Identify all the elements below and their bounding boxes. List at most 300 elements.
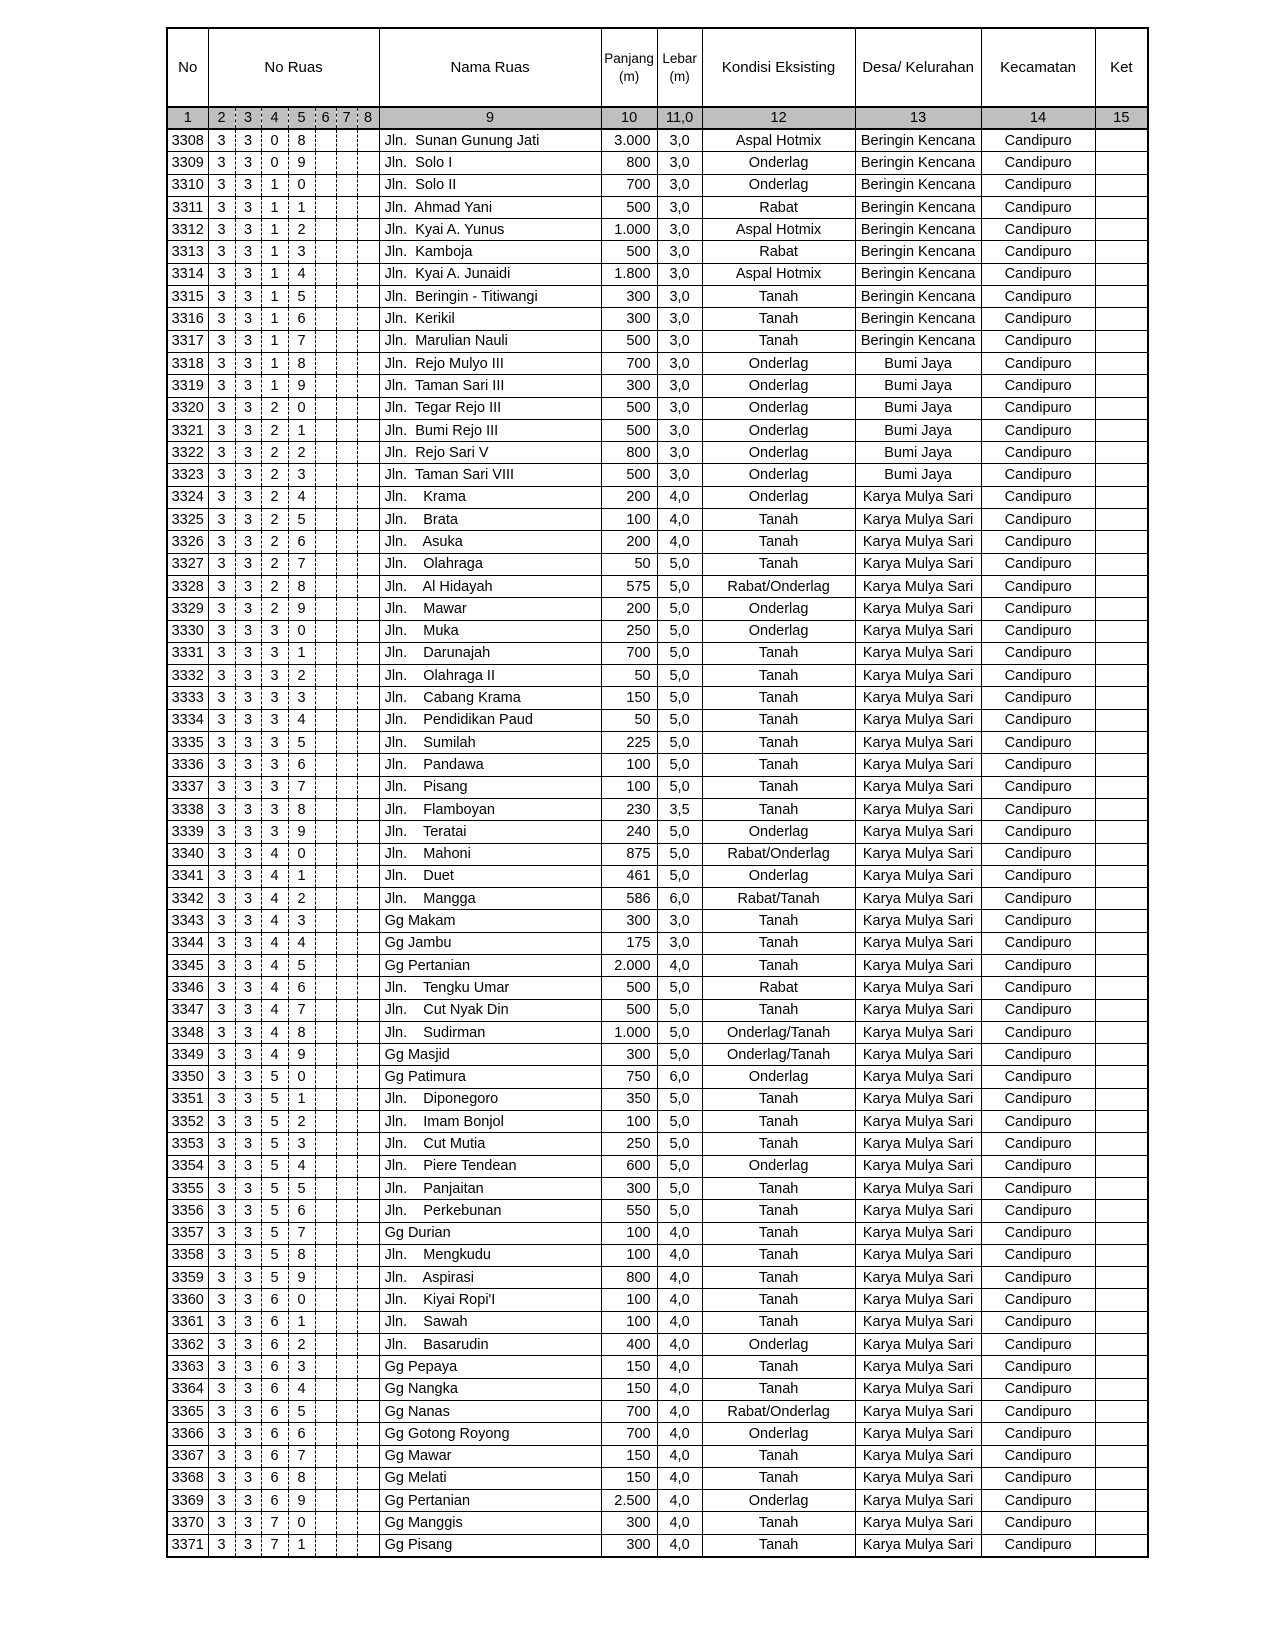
ruas-digit-5: 2 (288, 888, 315, 910)
length: 2.000 (601, 954, 657, 976)
ket-cell (1095, 776, 1148, 798)
ket-cell (1095, 1400, 1148, 1422)
ruas-digit-3: 3 (235, 977, 261, 999)
ruas-digit-6 (315, 620, 336, 642)
ket-cell (1095, 397, 1148, 419)
width: 4,0 (657, 954, 702, 976)
ruas-name: Jln. Brata (379, 509, 601, 531)
row-no: 3321 (167, 419, 208, 441)
ruas-digit-6 (315, 1222, 336, 1244)
ruas-digit-6 (315, 286, 336, 308)
ruas-digit-4: 6 (261, 1378, 288, 1400)
district: Candipuro (981, 464, 1095, 486)
ket-cell (1095, 330, 1148, 352)
ruas-digit-4: 1 (261, 219, 288, 241)
ruas-digit-3: 3 (235, 575, 261, 597)
ruas-digit-4: 2 (261, 419, 288, 441)
ruas-digit-4: 3 (261, 665, 288, 687)
ruas-digit-7 (336, 308, 357, 330)
table-row (167, 954, 1148, 976)
ruas-name: Jln. Solo I (379, 152, 601, 174)
ruas-digit-3: 3 (235, 308, 261, 330)
ruas-digit-2: 3 (208, 375, 235, 397)
table-row (167, 1133, 1148, 1155)
table-row (167, 1267, 1148, 1289)
ruas-digit-8 (357, 776, 379, 798)
ruas-digit-2: 3 (208, 152, 235, 174)
width: 5,0 (657, 598, 702, 620)
row-no: 3340 (167, 843, 208, 865)
ruas-name: Jln. Bumi Rejo III (379, 419, 601, 441)
table-row (167, 888, 1148, 910)
ruas-digit-5: 7 (288, 330, 315, 352)
ruas-digit-2: 3 (208, 308, 235, 330)
ket-cell (1095, 620, 1148, 642)
ruas-digit-3: 3 (235, 1311, 261, 1333)
ruas-digit-3: 3 (235, 352, 261, 374)
ruas-digit-2: 3 (208, 575, 235, 597)
ruas-digit-5: 9 (288, 598, 315, 620)
ruas-digit-8 (357, 1490, 379, 1512)
width: 6,0 (657, 1066, 702, 1088)
table-row (167, 1289, 1148, 1311)
ruas-digit-5: 6 (288, 1423, 315, 1445)
length: 500 (601, 464, 657, 486)
ruas-digit-3: 3 (235, 1467, 261, 1489)
village: Karya Mulya Sari (855, 932, 981, 954)
ruas-digit-6 (315, 531, 336, 553)
village: Karya Mulya Sari (855, 1445, 981, 1467)
village: Karya Mulya Sari (855, 1244, 981, 1266)
width: 5,0 (657, 1155, 702, 1177)
table-row (167, 1244, 1148, 1266)
ruas-digit-4: 2 (261, 553, 288, 575)
ruas-digit-6 (315, 776, 336, 798)
width: 3,0 (657, 286, 702, 308)
ruas-digit-6 (315, 509, 336, 531)
ruas-digit-2: 3 (208, 263, 235, 285)
ruas-digit-3: 3 (235, 620, 261, 642)
ruas-digit-5: 4 (288, 486, 315, 508)
table-row (167, 352, 1148, 374)
village: Karya Mulya Sari (855, 1423, 981, 1445)
ruas-name: Jln. Kyai A. Junaidi (379, 263, 601, 285)
row-no: 3338 (167, 798, 208, 820)
village: Karya Mulya Sari (855, 1155, 981, 1177)
ruas-digit-7 (336, 509, 357, 531)
ruas-name: Jln. Rejo Mulyo III (379, 352, 601, 374)
ruas-name: Jln. Pendidikan Paud (379, 709, 601, 731)
condition: Onderlag (702, 1155, 855, 1177)
table-row (167, 1155, 1148, 1177)
ruas-digit-8 (357, 1066, 379, 1088)
condition: Tanah (702, 1088, 855, 1110)
table-row (167, 1111, 1148, 1133)
district: Candipuro (981, 1423, 1095, 1445)
ruas-digit-8 (357, 129, 379, 152)
ruas-name: Gg Jambu (379, 932, 601, 954)
ket-cell (1095, 954, 1148, 976)
width: 5,0 (657, 687, 702, 709)
ruas-digit-5: 7 (288, 776, 315, 798)
village: Karya Mulya Sari (855, 1378, 981, 1400)
ruas-digit-5: 8 (288, 1467, 315, 1489)
district: Candipuro (981, 486, 1095, 508)
width: 4,0 (657, 1267, 702, 1289)
ruas-digit-2: 3 (208, 1088, 235, 1110)
ket-cell (1095, 888, 1148, 910)
table-row (167, 219, 1148, 241)
ruas-digit-3: 3 (235, 1423, 261, 1445)
ruas-digit-5: 5 (288, 1177, 315, 1199)
ruas-name: Jln. Sumilah (379, 732, 601, 754)
row-no: 3308 (167, 129, 208, 152)
ruas-digit-6 (315, 1066, 336, 1088)
district: Candipuro (981, 977, 1095, 999)
district: Candipuro (981, 798, 1095, 820)
village: Karya Mulya Sari (855, 798, 981, 820)
ruas-digit-2: 3 (208, 910, 235, 932)
condition: Onderlag (702, 598, 855, 620)
table-row (167, 263, 1148, 285)
length: 500 (601, 196, 657, 218)
ruas-digit-4: 5 (261, 1088, 288, 1110)
length: 300 (601, 286, 657, 308)
ruas-digit-5: 6 (288, 754, 315, 776)
ruas-digit-6 (315, 1534, 336, 1557)
village: Karya Mulya Sari (855, 865, 981, 887)
condition: Tanah (702, 709, 855, 731)
ruas-name: Jln. Sawah (379, 1311, 601, 1333)
width: 4,0 (657, 1289, 702, 1311)
header-desa: Desa/ Kelurahan (855, 28, 981, 107)
ruas-name: Gg Melati (379, 1467, 601, 1489)
ruas-digit-3: 3 (235, 1356, 261, 1378)
column-number: 5 (288, 107, 315, 129)
ruas-digit-4: 0 (261, 129, 288, 152)
width: 5,0 (657, 821, 702, 843)
ruas-digit-2: 3 (208, 1334, 235, 1356)
ruas-digit-7 (336, 174, 357, 196)
length: 550 (601, 1200, 657, 1222)
ruas-digit-8 (357, 1311, 379, 1333)
ruas-digit-3: 3 (235, 665, 261, 687)
ket-cell (1095, 1222, 1148, 1244)
ruas-digit-3: 3 (235, 1200, 261, 1222)
ruas-digit-7 (336, 910, 357, 932)
ruas-digit-8 (357, 910, 379, 932)
row-no: 3365 (167, 1400, 208, 1422)
village: Karya Mulya Sari (855, 732, 981, 754)
ruas-digit-3: 3 (235, 1289, 261, 1311)
condition: Rabat/Tanah (702, 888, 855, 910)
ruas-digit-3: 3 (235, 219, 261, 241)
ket-cell (1095, 1334, 1148, 1356)
ruas-digit-7 (336, 263, 357, 285)
ruas-digit-4: 2 (261, 464, 288, 486)
row-no: 3345 (167, 954, 208, 976)
length: 300 (601, 1534, 657, 1557)
ruas-digit-6 (315, 1177, 336, 1199)
ruas-digit-5: 0 (288, 174, 315, 196)
ruas-digit-8 (357, 1334, 379, 1356)
ruas-digit-4: 6 (261, 1467, 288, 1489)
ruas-digit-7 (336, 241, 357, 263)
ruas-digit-4: 4 (261, 865, 288, 887)
ruas-digit-7 (336, 553, 357, 575)
table-row (167, 196, 1148, 218)
ruas-digit-7 (336, 1021, 357, 1043)
ruas-digit-6 (315, 598, 336, 620)
ruas-digit-5: 0 (288, 1512, 315, 1534)
ruas-digit-5: 6 (288, 1200, 315, 1222)
width: 5,0 (657, 1021, 702, 1043)
ruas-digit-8 (357, 1423, 379, 1445)
ruas-name: Jln. Imam Bonjol (379, 1111, 601, 1133)
column-number: 13 (855, 107, 981, 129)
condition: Rabat/Onderlag (702, 843, 855, 865)
ruas-digit-5: 7 (288, 553, 315, 575)
ruas-digit-8 (357, 241, 379, 263)
row-no: 3350 (167, 1066, 208, 1088)
width: 5,0 (657, 732, 702, 754)
table-row (167, 1512, 1148, 1534)
ruas-digit-4: 3 (261, 732, 288, 754)
row-no: 3333 (167, 687, 208, 709)
ruas-digit-2: 3 (208, 888, 235, 910)
length: 225 (601, 732, 657, 754)
ruas-digit-5: 6 (288, 308, 315, 330)
village: Karya Mulya Sari (855, 687, 981, 709)
ruas-digit-3: 3 (235, 330, 261, 352)
ruas-digit-2: 3 (208, 442, 235, 464)
ruas-digit-7 (336, 821, 357, 843)
row-no: 3367 (167, 1445, 208, 1467)
ruas-name: Jln. Duet (379, 865, 601, 887)
ruas-digit-3: 3 (235, 419, 261, 441)
village: Karya Mulya Sari (855, 1267, 981, 1289)
condition: Onderlag/Tanah (702, 1044, 855, 1066)
ruas-digit-7 (336, 1111, 357, 1133)
row-no: 3328 (167, 575, 208, 597)
ruas-digit-4: 2 (261, 531, 288, 553)
ruas-digit-3: 3 (235, 754, 261, 776)
ruas-digit-8 (357, 1133, 379, 1155)
ruas-digit-2: 3 (208, 1133, 235, 1155)
ket-cell (1095, 1111, 1148, 1133)
ruas-name: Gg Masjid (379, 1044, 601, 1066)
table-row (167, 999, 1148, 1021)
length: 50 (601, 665, 657, 687)
district: Candipuro (981, 1066, 1095, 1088)
condition: Onderlag (702, 1066, 855, 1088)
length: 800 (601, 1267, 657, 1289)
table-row (167, 1177, 1148, 1199)
ruas-digit-8 (357, 1356, 379, 1378)
ruas-digit-3: 3 (235, 1066, 261, 1088)
district: Candipuro (981, 1512, 1095, 1534)
village: Karya Mulya Sari (855, 910, 981, 932)
width: 3,5 (657, 798, 702, 820)
column-number: 9 (379, 107, 601, 129)
village: Bumi Jaya (855, 442, 981, 464)
ruas-digit-5: 9 (288, 821, 315, 843)
ruas-name: Jln. Solo II (379, 174, 601, 196)
ruas-digit-6 (315, 152, 336, 174)
condition: Onderlag (702, 375, 855, 397)
district: Candipuro (981, 1311, 1095, 1333)
ket-cell (1095, 1378, 1148, 1400)
ruas-digit-5: 3 (288, 1356, 315, 1378)
ruas-digit-3: 3 (235, 1378, 261, 1400)
width: 3,0 (657, 442, 702, 464)
ruas-digit-3: 3 (235, 865, 261, 887)
ruas-digit-6 (315, 1088, 336, 1110)
ruas-digit-5: 9 (288, 1267, 315, 1289)
ruas-digit-8 (357, 888, 379, 910)
ruas-digit-6 (315, 174, 336, 196)
ruas-digit-7 (336, 1400, 357, 1422)
row-no: 3341 (167, 865, 208, 887)
ruas-digit-2: 3 (208, 286, 235, 308)
length: 200 (601, 486, 657, 508)
condition: Tanah (702, 1467, 855, 1489)
ruas-digit-5: 4 (288, 1378, 315, 1400)
row-no: 3371 (167, 1534, 208, 1557)
district: Candipuro (981, 687, 1095, 709)
ruas-digit-4: 1 (261, 241, 288, 263)
condition: Tanah (702, 1111, 855, 1133)
ket-cell (1095, 910, 1148, 932)
village: Beringin Kencana (855, 241, 981, 263)
condition: Onderlag/Tanah (702, 1021, 855, 1043)
ruas-digit-3: 3 (235, 531, 261, 553)
ruas-name: Jln. Al Hidayah (379, 575, 601, 597)
ruas-digit-6 (315, 397, 336, 419)
column-number: 4 (261, 107, 288, 129)
ruas-digit-5: 1 (288, 642, 315, 664)
length: 700 (601, 1400, 657, 1422)
ruas-digit-3: 3 (235, 442, 261, 464)
ruas-digit-4: 1 (261, 174, 288, 196)
ket-cell (1095, 1467, 1148, 1489)
table-row (167, 1334, 1148, 1356)
ruas-digit-8 (357, 152, 379, 174)
length: 500 (601, 419, 657, 441)
row-no: 3354 (167, 1155, 208, 1177)
ruas-digit-3: 3 (235, 1155, 261, 1177)
ruas-digit-6 (315, 843, 336, 865)
ruas-digit-7 (336, 1423, 357, 1445)
ruas-digit-6 (315, 1400, 336, 1422)
ruas-digit-3: 3 (235, 642, 261, 664)
village: Karya Mulya Sari (855, 1177, 981, 1199)
ruas-digit-2: 3 (208, 531, 235, 553)
length: 150 (601, 1445, 657, 1467)
ket-cell (1095, 1244, 1148, 1266)
village: Karya Mulya Sari (855, 843, 981, 865)
table-row (167, 732, 1148, 754)
ruas-digit-2: 3 (208, 1490, 235, 1512)
ruas-digit-7 (336, 330, 357, 352)
ruas-digit-8 (357, 1200, 379, 1222)
ruas-digit-3: 3 (235, 1044, 261, 1066)
ruas-digit-8 (357, 598, 379, 620)
village: Karya Mulya Sari (855, 1044, 981, 1066)
ruas-digit-6 (315, 486, 336, 508)
village: Karya Mulya Sari (855, 999, 981, 1021)
ruas-digit-2: 3 (208, 196, 235, 218)
length: 150 (601, 1378, 657, 1400)
ruas-digit-2: 3 (208, 932, 235, 954)
table-row (167, 442, 1148, 464)
ruas-digit-8 (357, 330, 379, 352)
condition: Rabat/Onderlag (702, 1400, 855, 1422)
ruas-digit-8 (357, 954, 379, 976)
ruas-digit-3: 3 (235, 397, 261, 419)
ruas-digit-4: 4 (261, 954, 288, 976)
ruas-name: Jln. Tegar Rejo III (379, 397, 601, 419)
row-no: 3364 (167, 1378, 208, 1400)
row-no: 3329 (167, 598, 208, 620)
row-no: 3337 (167, 776, 208, 798)
ruas-digit-7 (336, 665, 357, 687)
ruas-digit-6 (315, 196, 336, 218)
district: Candipuro (981, 1133, 1095, 1155)
ruas-digit-3: 3 (235, 1088, 261, 1110)
row-no: 3344 (167, 932, 208, 954)
ruas-digit-3: 3 (235, 843, 261, 865)
ruas-digit-3: 3 (235, 1133, 261, 1155)
ruas-digit-2: 3 (208, 330, 235, 352)
row-no: 3313 (167, 241, 208, 263)
ruas-digit-3: 3 (235, 241, 261, 263)
width: 3,0 (657, 196, 702, 218)
width: 3,0 (657, 308, 702, 330)
ruas-digit-7 (336, 531, 357, 553)
ruas-digit-7 (336, 442, 357, 464)
ruas-digit-2: 3 (208, 999, 235, 1021)
ruas-digit-8 (357, 665, 379, 687)
ket-cell (1095, 642, 1148, 664)
condition: Tanah (702, 754, 855, 776)
ruas-digit-8 (357, 575, 379, 597)
row-no: 3320 (167, 397, 208, 419)
ket-cell (1095, 1490, 1148, 1512)
width: 3,0 (657, 241, 702, 263)
village: Beringin Kencana (855, 129, 981, 152)
ruas-digit-2: 3 (208, 1356, 235, 1378)
length: 1.800 (601, 263, 657, 285)
village: Bumi Jaya (855, 397, 981, 419)
ruas-digit-3: 3 (235, 1490, 261, 1512)
ruas-digit-6 (315, 352, 336, 374)
ruas-name: Jln. Olahraga (379, 553, 601, 575)
ruas-digit-2: 3 (208, 1512, 235, 1534)
village: Bumi Jaya (855, 352, 981, 374)
width: 3,0 (657, 129, 702, 152)
width: 5,0 (657, 620, 702, 642)
ruas-name: Jln. Taman Sari VIII (379, 464, 601, 486)
ruas-digit-3: 3 (235, 1244, 261, 1266)
length: 250 (601, 1133, 657, 1155)
column-number: 15 (1095, 107, 1148, 129)
ruas-digit-4: 5 (261, 1111, 288, 1133)
length: 500 (601, 999, 657, 1021)
length: 300 (601, 375, 657, 397)
ket-cell (1095, 219, 1148, 241)
ruas-digit-6 (315, 575, 336, 597)
